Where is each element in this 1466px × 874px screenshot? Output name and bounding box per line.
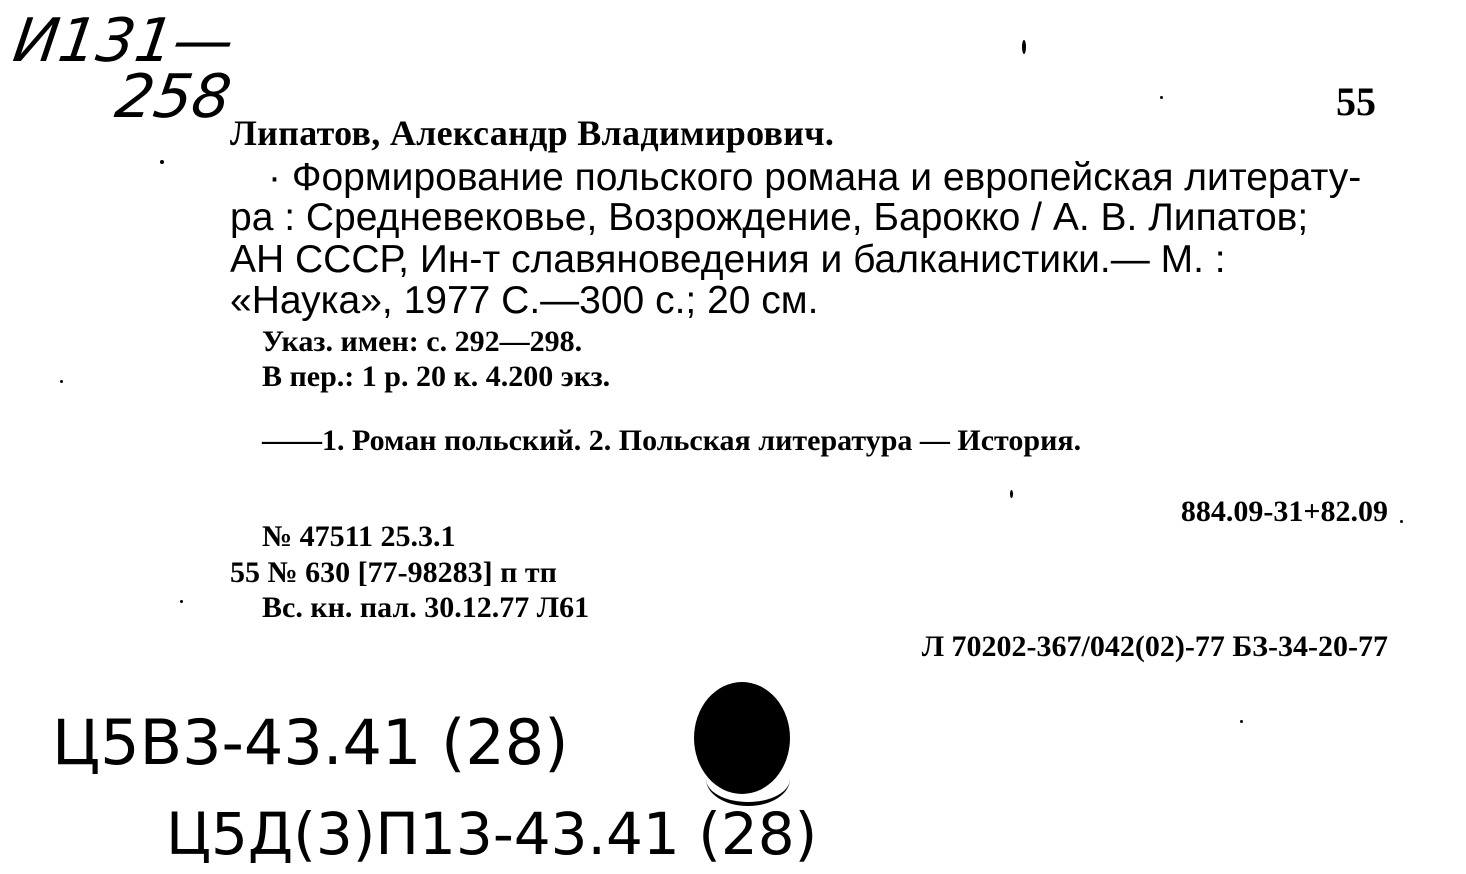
author-heading: Липатов, Александр Владимирович. [230,113,835,153]
speck [60,380,63,383]
registry-line: 55 № 630 [77-98283] п тп [230,556,557,589]
title-line: ра : Средневековье, Возрождение, Барокко / А. В. Липатов; [230,196,1309,239]
price-note: В пер.: 1 р. 20 к. 4.200 экз. [262,360,611,393]
speck [1400,520,1403,523]
index-note: Указ. имен: с. 292—298. [262,325,583,358]
speck [1022,40,1026,54]
handwritten-shelf-mark-top: И131— [9,6,239,76]
title-line: · Формирование польского романа и европейская литерату- [268,156,1362,199]
title-line: «Наука», 1977 С.—300 с.; 20 см. [230,279,819,322]
punch-hole-shadow [706,752,790,806]
speck [1010,490,1013,498]
speck [180,600,183,603]
title-line: АН СССР, Ин-т славяноведения и балканистики.— М. : [230,238,1226,281]
subject-headings: ——1. Роман польский. 2. Польская литература — История. [262,424,1082,457]
speck [160,160,164,164]
registry-line: № 47511 25.3.1 [262,520,456,553]
speck [1160,96,1163,99]
handwritten-classification-2: Ц5Д(3)П13-43.41 (28) [166,800,818,868]
page-number: 55 [1336,79,1376,124]
udk-code: 884.09-31+82.09 [1180,495,1388,528]
registry-line: Вс. кн. пал. 30.12.77 Л61 [262,591,590,624]
publisher-code: Л 70202-367/042(02)-77 БЗ-34-20-77 [921,630,1388,663]
speck [1240,720,1243,723]
handwritten-shelf-mark-bottom: 258 [111,62,236,132]
handwritten-classification-1: Ц5В3-43.41 (28) [52,706,569,779]
